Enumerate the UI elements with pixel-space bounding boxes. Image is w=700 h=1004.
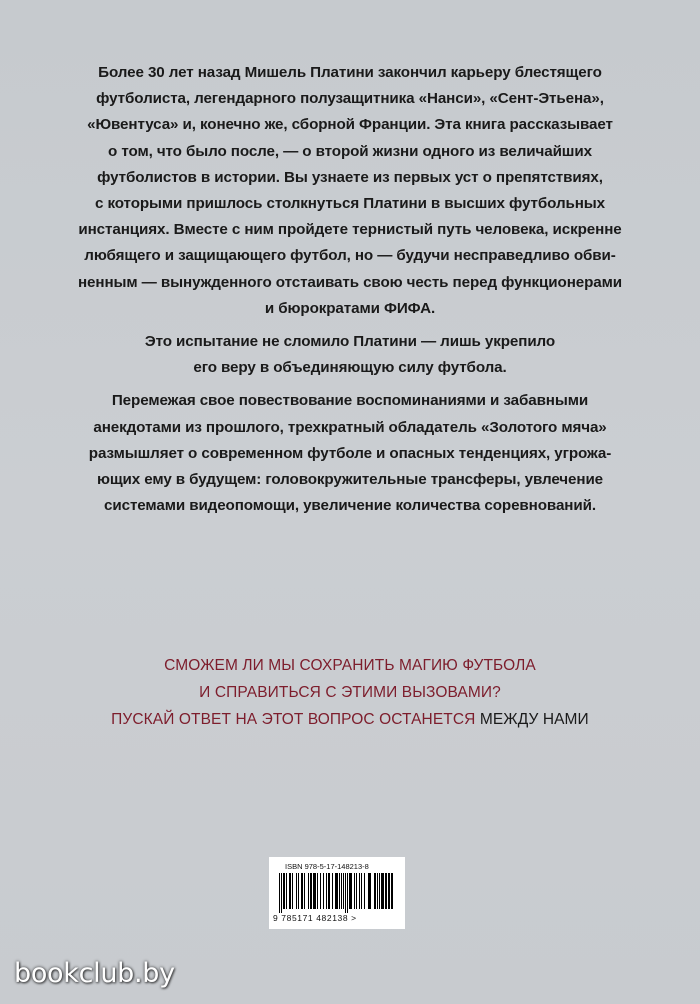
barcode-bar bbox=[374, 873, 376, 909]
blurb-line: размышляет о современном футболе и опасных тенденциях, угрожа- bbox=[88, 444, 612, 462]
blurb-text bbox=[44, 60, 656, 526]
barcode-bar bbox=[368, 873, 371, 909]
barcode-bar bbox=[313, 873, 316, 909]
barcode-bar bbox=[326, 873, 327, 909]
barcode-bar bbox=[359, 873, 360, 909]
barcode-bar bbox=[298, 873, 299, 909]
barcode-bar bbox=[304, 873, 305, 909]
barcode-bar bbox=[320, 873, 321, 909]
barcode-bar bbox=[292, 873, 293, 909]
blurb-line: его веру в объединяющую силу футбола. bbox=[193, 359, 507, 377]
barcode-bar bbox=[339, 873, 340, 909]
barcode-bar bbox=[283, 873, 285, 909]
blurb-paragraph-2 bbox=[44, 329, 656, 381]
barcode-bar bbox=[349, 873, 352, 909]
barcode-bar bbox=[341, 873, 342, 909]
blurb-line: Более 30 лет назад Мишель Платини закончил карьеру блестящего bbox=[98, 64, 602, 81]
barcode-bar bbox=[335, 873, 338, 909]
tagline-line-1: СМОЖЕМ ЛИ МЫ СОХРАНИТЬ МАГИЮ ФУТБОЛА bbox=[164, 657, 536, 674]
blurb-paragraph-1 bbox=[44, 60, 656, 322]
barcode-bar bbox=[308, 873, 309, 909]
barcode-bar bbox=[328, 873, 330, 909]
barcode-bar bbox=[388, 873, 390, 909]
barcode-bar bbox=[281, 873, 282, 913]
barcode-bar bbox=[391, 873, 393, 909]
barcode-bar bbox=[343, 873, 344, 909]
tagline-question bbox=[60, 652, 640, 733]
barcode-bar bbox=[356, 873, 357, 909]
blurb-line: футболистов в истории. Вы узнаете из первых уст о препятствиях, bbox=[97, 168, 603, 186]
barcode-bar bbox=[296, 873, 297, 909]
tagline-red-part: ПУСКАЙ ОТВЕТ НА ЭТОТ ВОПРОС ОСТАНЕТСЯ bbox=[111, 711, 480, 728]
barcode-bar bbox=[323, 873, 324, 909]
blurb-line: и бюрократами ФИФА. bbox=[264, 299, 436, 317]
isbn-barcode bbox=[269, 857, 405, 929]
barcode-bar bbox=[354, 873, 355, 909]
barcode-bars bbox=[277, 873, 397, 913]
barcode-bar bbox=[289, 873, 291, 909]
blurb-line: «Ювентуса» и, конечно же, сборной Франции. Эта книга рассказывает bbox=[87, 116, 613, 134]
blurb-line: системами видеопомощи, увеличение количества соревнований. bbox=[104, 497, 596, 515]
isbn-number: ISBN 978-5-17-148213-8 bbox=[285, 862, 369, 871]
tagline-line-3 bbox=[60, 706, 640, 733]
blurb-paragraph-3 bbox=[44, 388, 656, 519]
barcode-bar bbox=[279, 873, 280, 913]
barcode-bar bbox=[379, 873, 380, 909]
blurb-line: ненным — вынужденного отстаивать свою честь перед функционерами bbox=[77, 273, 623, 291]
barcode-digits: 9 785171 482138 > bbox=[273, 913, 357, 923]
blurb-line: Перемежая свое повествование воспоминаниями и забавными bbox=[111, 392, 589, 410]
blurb-line: инстанциях. Вместе с ним пройдете тернистый путь человека, искренне bbox=[78, 221, 622, 239]
barcode-bar bbox=[364, 873, 365, 909]
blurb-line: о том, что было после, — о второй жизни одного из величайших bbox=[108, 142, 592, 160]
barcode-bar bbox=[385, 873, 387, 909]
tagline-title-part: МЕЖДУ НАМИ bbox=[479, 711, 589, 728]
barcode-bar bbox=[381, 873, 384, 909]
blurb-line: ющих ему в будущем: головокружительные трансферы, увлечение bbox=[96, 471, 604, 489]
barcode-bar bbox=[317, 873, 318, 909]
barcode-bar bbox=[286, 873, 287, 909]
barcode-bar bbox=[345, 873, 346, 913]
blurb-line: футболиста, легендарного полузащитника «Нанси», «Сент-Этьена», bbox=[96, 90, 604, 108]
tagline-line-2: И СПРАВИТЬСЯ С ЭТИМИ ВЫЗОВАМИ? bbox=[199, 684, 501, 701]
barcode-bar bbox=[377, 873, 378, 909]
watermark-site: bookclub.by bbox=[14, 958, 175, 989]
barcode-bar bbox=[332, 873, 333, 909]
blurb-line: Это испытание не сломило Платини — лишь укрепило bbox=[144, 333, 556, 351]
blurb-line: анекдотами из прошлого, трехкратный обладатель «Золотого мяча» bbox=[93, 418, 607, 436]
barcode-bar bbox=[347, 873, 348, 913]
barcode-bar bbox=[361, 873, 362, 909]
barcode-bar bbox=[310, 873, 312, 909]
barcode-bar bbox=[301, 873, 303, 909]
blurb-line: любящего и защищающего футбол, но — будучи несправедливо обви- bbox=[84, 247, 616, 265]
blurb-line: с которыми пришлось столкнуться Платини в высших футбольных bbox=[94, 195, 606, 213]
